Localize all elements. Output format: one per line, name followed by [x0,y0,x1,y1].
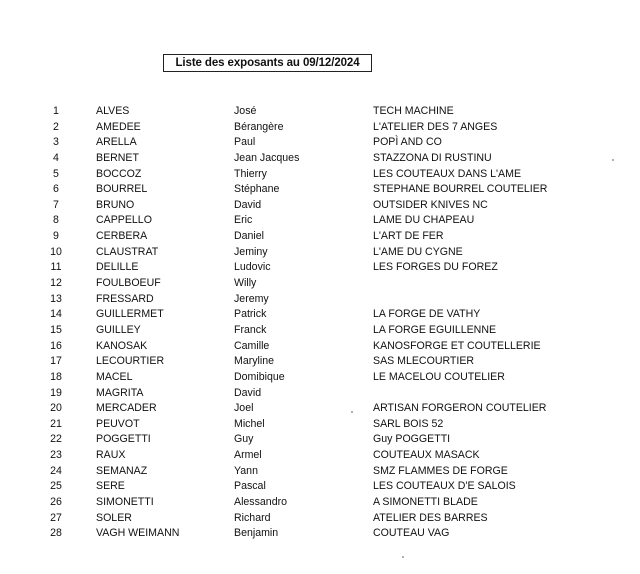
exhibitor-company: LES COUTEAUX D'E SALOIS [373,480,516,493]
exhibitor-row [0,104,640,120]
exhibitor-company: POPÌ AND CO [373,136,442,149]
exhibitor-first-name: Franck [234,323,267,336]
exhibitor-company: L'ART DE FER [373,230,444,243]
scan-speck [612,159,614,161]
exhibitor-row [0,386,640,402]
exhibitor-company: SAS MLECOURTIER [373,355,475,368]
exhibitor-number: 13 [50,292,62,305]
exhibitor-number: 25 [50,480,62,493]
exhibitor-last-name: CAPPELLO [96,214,152,227]
exhibitor-first-name: Willy [234,277,257,290]
exhibitor-first-name: Joel [234,402,254,415]
exhibitor-first-name: Stéphane [234,183,280,196]
exhibitor-company: TECH MACHINE [373,105,454,117]
exhibitor-company: SMZ FLAMMES DE FORGE [373,464,508,477]
exhibitor-last-name: BRUNO [96,198,135,211]
exhibitor-last-name: PEUVOT [96,417,140,430]
exhibitor-row [0,276,640,292]
exhibitor-list [0,104,640,542]
exhibitor-row [0,370,640,386]
exhibitor-company: LAME DU CHAPEAU [373,214,475,227]
exhibitor-first-name: Patrick [234,308,267,321]
exhibitor-company: OUTSIDER KNIVES NC [373,198,488,211]
exhibitor-number: 4 [53,151,59,164]
exhibitor-row [0,495,640,511]
exhibitor-row [0,245,640,261]
exhibitor-row [0,307,640,323]
exhibitor-first-name: José [234,105,257,117]
exhibitor-first-name: Alessandro [234,496,287,509]
exhibitor-number: 19 [50,386,62,399]
exhibitor-row [0,354,640,370]
exhibitor-row [0,120,640,136]
exhibitor-row [0,198,640,214]
exhibitor-row [0,511,640,527]
exhibitor-number: 9 [53,230,59,243]
exhibitor-number: 26 [50,496,62,509]
exhibitor-last-name: BERNET [96,151,139,164]
exhibitor-last-name: POGGETTI [96,433,151,446]
exhibitor-first-name: Pascal [234,480,266,493]
exhibitor-last-name: SEMANAZ [96,464,148,477]
scan-speck [402,556,404,558]
exhibitor-row [0,479,640,495]
exhibitor-company: L'AME DU CYGNE [373,245,463,258]
exhibitor-first-name: Michel [234,417,265,430]
exhibitor-last-name: FOULBOEUF [96,277,161,290]
exhibitor-first-name: Armel [234,449,262,462]
exhibitor-last-name: BOURREL [96,183,148,196]
exhibitor-first-name: Jeminy [234,245,268,258]
exhibitor-company: LES FORGES DU FOREZ [373,261,498,274]
exhibitor-last-name: AMEDEE [96,120,141,133]
exhibitor-number: 28 [50,527,62,540]
exhibitor-number: 14 [50,308,62,321]
exhibitor-last-name: KANOSAK [96,339,148,352]
exhibitor-number: 1 [53,105,59,117]
exhibitor-number: 3 [53,136,59,149]
exhibitor-last-name: SERE [96,480,125,493]
exhibitor-number: 11 [50,261,62,274]
exhibitor-last-name: VAGH WEIMANN [96,527,180,540]
exhibitor-company: STAZZONA DI RUSTINU [373,151,492,164]
exhibitor-number: 27 [50,511,62,524]
exhibitor-company: LE MACELOU COUTELIER [373,370,505,383]
exhibitor-first-name: Paul [234,136,256,149]
exhibitor-last-name: MERCADER [96,402,157,415]
exhibitor-first-name: Eric [234,214,253,227]
scan-speck [351,411,353,413]
exhibitor-last-name: RAUX [96,449,126,462]
exhibitor-row [0,135,640,151]
exhibitor-row [0,339,640,355]
exhibitor-number: 16 [50,339,62,352]
exhibitor-company: COUTEAU VAG [373,527,450,540]
exhibitor-row [0,151,640,167]
exhibitor-row [0,167,640,183]
exhibitor-first-name: Jean Jacques [234,151,300,164]
exhibitor-company: ARTISAN FORGERON COUTELIER [373,402,547,415]
exhibitor-company: KANOSFORGE ET COUTELLERIE [373,339,541,352]
exhibitor-first-name: Richard [234,511,271,524]
exhibitor-row [0,448,640,464]
exhibitor-company: LA FORGE DE VATHY [373,308,481,321]
exhibitor-last-name: CLAUSTRAT [96,245,159,258]
exhibitor-first-name: Domibique [234,370,285,383]
exhibitor-row [0,464,640,480]
exhibitor-company: SARL BOIS 52 [373,417,444,430]
exhibitor-number: 6 [53,183,59,196]
exhibitor-last-name: LECOURTIER [96,355,165,368]
exhibitor-row [0,323,640,339]
page-title: Liste des exposants au 09/12/2024 [163,54,372,72]
exhibitor-first-name: Guy [234,433,254,446]
exhibitor-number: 7 [53,198,59,211]
exhibitor-row [0,417,640,433]
exhibitor-last-name: GUILLERMET [96,308,164,321]
exhibitor-first-name: Daniel [234,230,265,243]
exhibitor-number: 5 [53,167,59,180]
exhibitor-first-name: Benjamin [234,527,279,540]
exhibitor-last-name: SIMONETTI [96,496,154,509]
exhibitor-first-name: Jeremy [234,292,269,305]
exhibitor-first-name: Bérangère [234,120,284,133]
exhibitor-number: 12 [50,277,62,290]
exhibitor-number: 15 [50,323,62,336]
exhibitor-last-name: MACEL [96,370,133,383]
exhibitor-company: LA FORGE EGUILLENNE [373,323,497,336]
exhibitor-number: 22 [50,433,62,446]
exhibitor-last-name: CERBERA [96,230,148,243]
exhibitor-first-name: David [234,386,262,399]
exhibitor-company: STEPHANE BOURREL COUTELIER [373,183,548,196]
exhibitor-number: 8 [53,214,59,227]
exhibitor-last-name: ALVES [96,105,130,117]
exhibitor-last-name: GUILLEY [96,323,141,336]
exhibitor-number: 21 [50,417,62,430]
exhibitor-row [0,213,640,229]
exhibitor-company: L'ATELIER DES 7 ANGES [373,120,498,133]
exhibitor-row [0,229,640,245]
exhibitor-number: 18 [50,370,62,383]
exhibitor-first-name: Yann [234,464,258,477]
exhibitor-row [0,401,640,417]
exhibitor-row [0,292,640,308]
exhibitor-company: LES COUTEAUX DANS L'AME [373,167,522,180]
exhibitor-company: A SIMONETTI BLADE [373,496,478,509]
exhibitor-company: ATELIER DES BARRES [373,511,488,524]
exhibitor-row [0,260,640,276]
exhibitor-number: 20 [50,402,62,415]
exhibitor-number: 10 [50,245,62,258]
exhibitor-company: Guy POGGETTI [373,433,451,446]
exhibitor-last-name: DELILLE [96,261,139,274]
exhibitor-row [0,182,640,198]
exhibitor-company: COUTEAUX MASACK [373,449,480,462]
exhibitor-last-name: BOCCOZ [96,167,142,180]
exhibitor-first-name: David [234,198,262,211]
exhibitor-number: 23 [50,449,62,462]
exhibitor-first-name: Ludovic [234,261,271,274]
exhibitor-number: 2 [53,120,59,133]
exhibitor-row [0,432,640,448]
exhibitor-number: 24 [50,464,62,477]
exhibitor-last-name: MAGRITA [96,386,144,399]
exhibitor-first-name: Thierry [234,167,267,180]
exhibitor-number: 17 [50,355,62,368]
exhibitor-last-name: FRESSARD [96,292,154,305]
exhibitor-last-name: ARELLA [96,136,137,149]
exhibitor-first-name: Camille [234,339,270,352]
exhibitor-row [0,526,640,542]
exhibitor-first-name: Maryline [234,355,275,368]
exhibitor-last-name: SOLER [96,511,132,524]
